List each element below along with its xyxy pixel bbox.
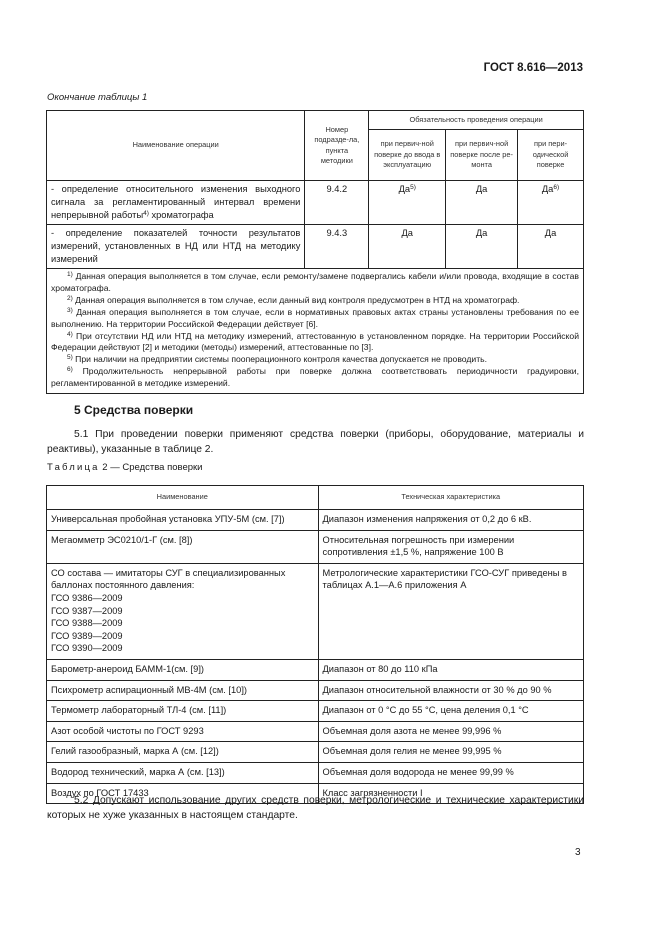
paragraph-5-1: 5.1 При проведении поверки применяют средства поверки (приборы, оборудование, материалы и реактивы), указанные в таблице 2. — [47, 429, 584, 455]
table-row — [47, 680, 584, 701]
value-cell: Да — [369, 225, 446, 269]
page-number: 3 — [575, 847, 581, 858]
footnote: $^{2)}$ Данная операция выполняется в том случае, если данный вид контроля предусмотрен в НТД на хроматограф. — [67, 294, 520, 305]
operation-cell: - определение относительного изменения выходного сигнала за регламентированный интервал времени непрерывной работы$^{4)}$ хроматографа — [47, 181, 305, 225]
th-primary-before: при первич-ной поверке до ввода в эксплуатацию — [369, 130, 446, 181]
name-cell: Барометр-анероид БАММ-1(см. [9]) — [47, 659, 319, 680]
char-cell: Метрологические характеристики ГСО-СУГ приведены в таблицах А.1—А.6 приложения А — [318, 563, 583, 659]
name-cell: Термометр лабораторный ТЛ-4 (см. [11]) — [47, 701, 319, 722]
table1-footnotes — [47, 269, 584, 394]
operation-cell: - определение показателей точности результатов измерений, установленных в НД или НТД на методику измерений — [47, 225, 305, 269]
char-cell: Объемная доля водорода не менее 99,99 % — [318, 762, 583, 783]
number-cell: 9.4.3 — [305, 225, 369, 269]
name-cell: Универсальная пробойная установка УПУ-5М (см. [7]) — [47, 510, 319, 531]
table1-caption: Окончание таблицы 1 — [47, 92, 148, 103]
table-row — [47, 563, 584, 659]
name-cell: Гелий газообразный, марка А (см. [12]) — [47, 742, 319, 763]
char-cell: Объемная доля азота не менее 99,996 % — [318, 721, 583, 742]
gso-item: ГСО 9387—2009 — [51, 605, 123, 616]
name-cell: Психрометр аспирационный МВ-4М (см. [10]) — [47, 680, 319, 701]
table-row — [47, 181, 584, 225]
number-cell: 9.4.2 — [305, 181, 369, 225]
char-cell: Объемная доля гелия не менее 99,995 % — [318, 742, 583, 763]
table-row — [47, 225, 584, 269]
gso-item: ГСО 9388—2009 — [51, 618, 123, 629]
footnote: $^{3)}$ Данная операция выполняется в том случае, если в нормативных правовых актах страны установлены требования по ее выполнению. На территории Российской Федерации действует [6]. — [51, 306, 579, 329]
footnote: $^{4)}$ При отсутствии НД или НТД на методику измерений, аттестованную в установленном порядке. На территории Российской Федерации действуют [2] и методики (методы) измерений, аттестованные по [3]. — [51, 330, 579, 353]
char-cell: Диапазон от 80 до 110 кПа — [318, 659, 583, 680]
th-primary-after-repair: при первич-ной поверке после ре-монта — [446, 130, 518, 181]
table2 — [46, 485, 584, 804]
table-row — [47, 659, 584, 680]
value-cell: Да — [446, 225, 518, 269]
document-code: ГОСТ 8.616—2013 — [483, 62, 583, 74]
name-cell: Мегаомметр ЭС0210/1-Г (см. [8]) — [47, 530, 319, 563]
char-cell: Диапазон относительной влажности от 30 % до 90 % — [318, 680, 583, 701]
th-periodic: при пери-одической поверке — [518, 130, 584, 181]
table1 — [46, 110, 584, 394]
table-row — [47, 701, 584, 722]
value-cell: Да — [446, 181, 518, 225]
table-row — [47, 762, 584, 783]
value-cell: $Да^{6)}$ — [518, 181, 584, 225]
th-obligation: Обязательность проведения операции — [369, 111, 584, 130]
th-operation: Наименование операции — [47, 111, 305, 181]
gso-item: ГСО 9390—2009 — [51, 643, 123, 654]
char-cell: Относительная погрешность при измерении сопротивления ±1,5 %, напряжение 100 В — [318, 530, 583, 563]
char-cell: Класс загрязненности I — [318, 783, 583, 804]
value-cell: $Да^{5)}$ — [369, 181, 446, 225]
th-characteristic: Техническая характеристика — [318, 486, 583, 510]
name-cell: Водород технический, марка А (см. [13]) — [47, 762, 319, 783]
th-number: Номер подразде-ла, пункта методики — [305, 111, 369, 181]
name-cell: Воздух по ГОСТ 17433 — [47, 783, 319, 804]
table-row — [47, 530, 584, 563]
footnote: $^{5)}$ При наличии на предприятии системы пооперационного контроля качества допускается не проводить. — [67, 354, 488, 365]
table-row — [47, 742, 584, 763]
section-title: 5 Средства поверки — [74, 403, 194, 417]
footnote: $^{6)}$ Продолжительность непрерывной работы при поверке должна соответствовать периодичности градуировки, регламентированной в методике измерений. — [51, 366, 579, 389]
paragraph-5-2: 5.2 Допускают использование других средств поверки, метрологические и технические характеристики которых не хуже указанных в настоящем стандарте. — [47, 795, 584, 821]
name-cell: Азот особой чистоты по ГОСТ 9293 — [47, 721, 319, 742]
gso-item: ГСО 9386—2009 — [51, 592, 123, 603]
footnote: $^{1)}$ Данная операция выполняется в том случае, если ремонту/замене подвергались кабели и/или провода, входящие в состав хроматографа. — [51, 271, 579, 293]
th-name: Наименование — [47, 486, 319, 510]
char-cell: Диапазон от 0 °С до 55 °С, цена деления 0,1 °С — [318, 701, 583, 722]
char-cell: Диапазон изменения напряжения от 0,2 до 6 кВ. — [318, 510, 583, 531]
table2-caption: Таблица 2 — Средства поверки — [47, 462, 203, 473]
table-row — [47, 510, 584, 531]
value-cell: Да — [518, 225, 584, 269]
name-cell: СО состава — имитаторы СУГ в специализированных баллонах постоянного давления: ГСО 9386—2009 ГСО 9387—2009 ГСО 9388—2009 ГСО 9389—2009 ГСО 9390—2009 — [47, 563, 319, 659]
table-row — [47, 721, 584, 742]
gso-item: ГСО 9389—2009 — [51, 630, 123, 641]
